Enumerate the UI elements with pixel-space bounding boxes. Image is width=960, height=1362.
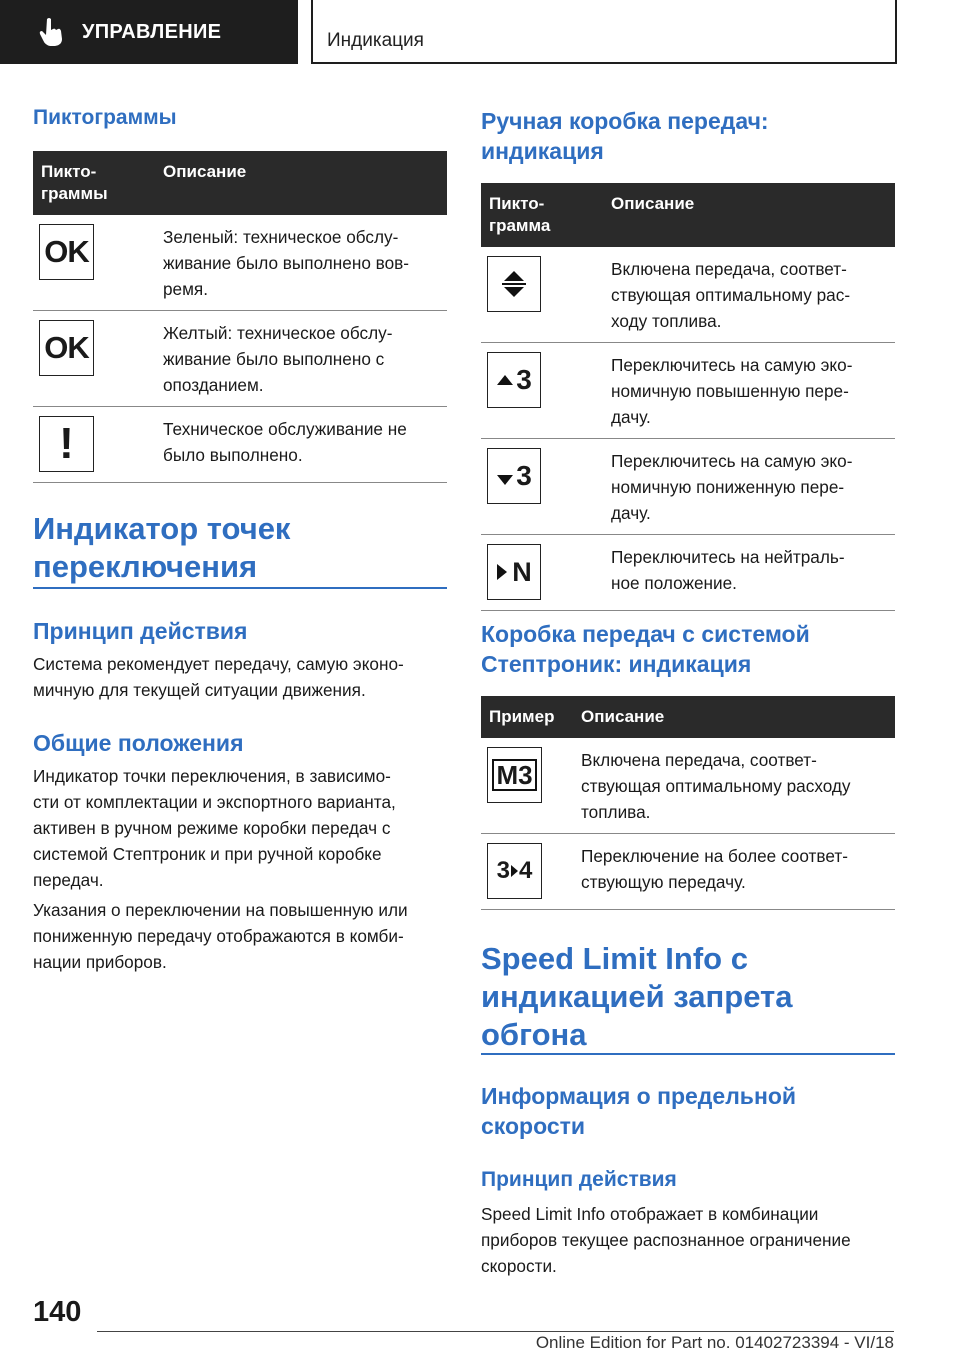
downshift-3-icon: 3 xyxy=(487,448,541,504)
manual-gearbox-heading: Ручная коробка передач: индикация xyxy=(481,108,769,164)
table-header-description: Описание xyxy=(603,183,895,247)
table-header-description: Описание xyxy=(573,696,895,738)
table-row xyxy=(33,407,447,483)
footer-divider xyxy=(97,1331,894,1332)
m3-icon: M3 xyxy=(487,747,542,803)
upshift-3-icon: 3 xyxy=(487,352,541,408)
shift-3-4-icon: 3 4 xyxy=(487,843,542,899)
manual-gearbox-table xyxy=(481,183,895,611)
row-description: Переключитесь на нейтраль- ное положение. xyxy=(603,535,895,611)
row-description: Техническое обслуживание не было выполнено. xyxy=(155,407,447,483)
row-description: Желтый: техническое обслу- живание было выполнено с опозданием. xyxy=(155,311,447,407)
speed-principle-text: Speed Limit Info отображает в комбинации приборов текущее распознанное ограничение скорости. xyxy=(481,1204,851,1276)
speed-limit-heading: Speed Limit Info с индикацией запрета обгона xyxy=(481,941,793,1052)
page-number: 140 xyxy=(33,1296,82,1328)
exclamation-icon: ! xyxy=(39,416,94,472)
table-row xyxy=(33,311,447,407)
table-row xyxy=(481,439,895,535)
up-down-arrows-icon xyxy=(487,256,541,312)
row-description: Включена передача, соответ- ствующая оптимальному рас- ходу топлива. xyxy=(603,247,895,343)
shift-point-heading: Индикатор точек переключения xyxy=(33,511,291,584)
principle-text: Система рекомендует передачу, самую эконо- мичную для текущей ситуации движения. xyxy=(33,654,404,700)
ok-icon: OK xyxy=(39,320,94,376)
row-description: Переключитесь на самую эко- номичную повышенную пере- дачу. xyxy=(603,343,895,439)
info-heading: Информация о предельной скорости xyxy=(481,1083,797,1139)
principle-heading: Принцип действия xyxy=(33,618,248,644)
general-text-2: Указания о переключении на повышенную или пониженную передачу отображаются в комби- нации приборов. xyxy=(33,900,408,972)
steptronic-table xyxy=(481,696,895,910)
chapter-box xyxy=(311,0,897,64)
section-title: УПРАВЛЕНИЕ xyxy=(82,20,222,43)
heading-divider xyxy=(33,587,447,589)
section-tab xyxy=(0,0,298,64)
hand-pointer-icon xyxy=(38,17,64,47)
ok-icon: OK xyxy=(39,224,94,280)
row-description: Переключение на более соответ- ствующую передачу. xyxy=(573,834,895,910)
chapter-title: Индикация xyxy=(327,30,424,51)
general-heading: Общие положения xyxy=(33,730,244,756)
steptronic-heading: Коробка передач с системой Стептроник: индикация xyxy=(481,621,810,677)
table-row xyxy=(481,343,895,439)
edition-text: Online Edition for Part no. 01402723394 - VI/18 xyxy=(535,1333,894,1352)
table-row xyxy=(33,215,447,311)
row-description: Зеленый: техническое обслу- живание было выполнено вов- ремя. xyxy=(155,215,447,311)
speed-principle-heading: Принцип действия xyxy=(481,1168,677,1191)
table-header-pictogram: Пикто- граммы xyxy=(33,151,155,215)
row-description: Переключитесь на самую эко- номичную пониженную пере- дачу. xyxy=(603,439,895,535)
pictograms-table xyxy=(33,151,447,483)
table-header-pictogram: Пикто- грамма xyxy=(481,183,603,247)
table-header-description: Описание xyxy=(155,151,447,215)
neutral-n-icon: N xyxy=(487,544,541,600)
pictograms-heading: Пиктограммы xyxy=(33,106,177,129)
table-row xyxy=(481,834,895,910)
table-row xyxy=(481,247,895,343)
row-description: Включена передача, соответ- ствующая оптимальному расходу топлива. xyxy=(573,738,895,834)
heading-divider xyxy=(481,1053,895,1055)
table-row xyxy=(481,535,895,611)
table-header-example: Пример xyxy=(481,696,573,738)
general-text-1: Индикатор точки переключения, в зависимо- сти от комплектации и экспортного варианта, активен в ручном режиме коробки передач с системой Стептроник и при ручной коробке передач. xyxy=(33,766,396,890)
table-row xyxy=(481,738,895,834)
